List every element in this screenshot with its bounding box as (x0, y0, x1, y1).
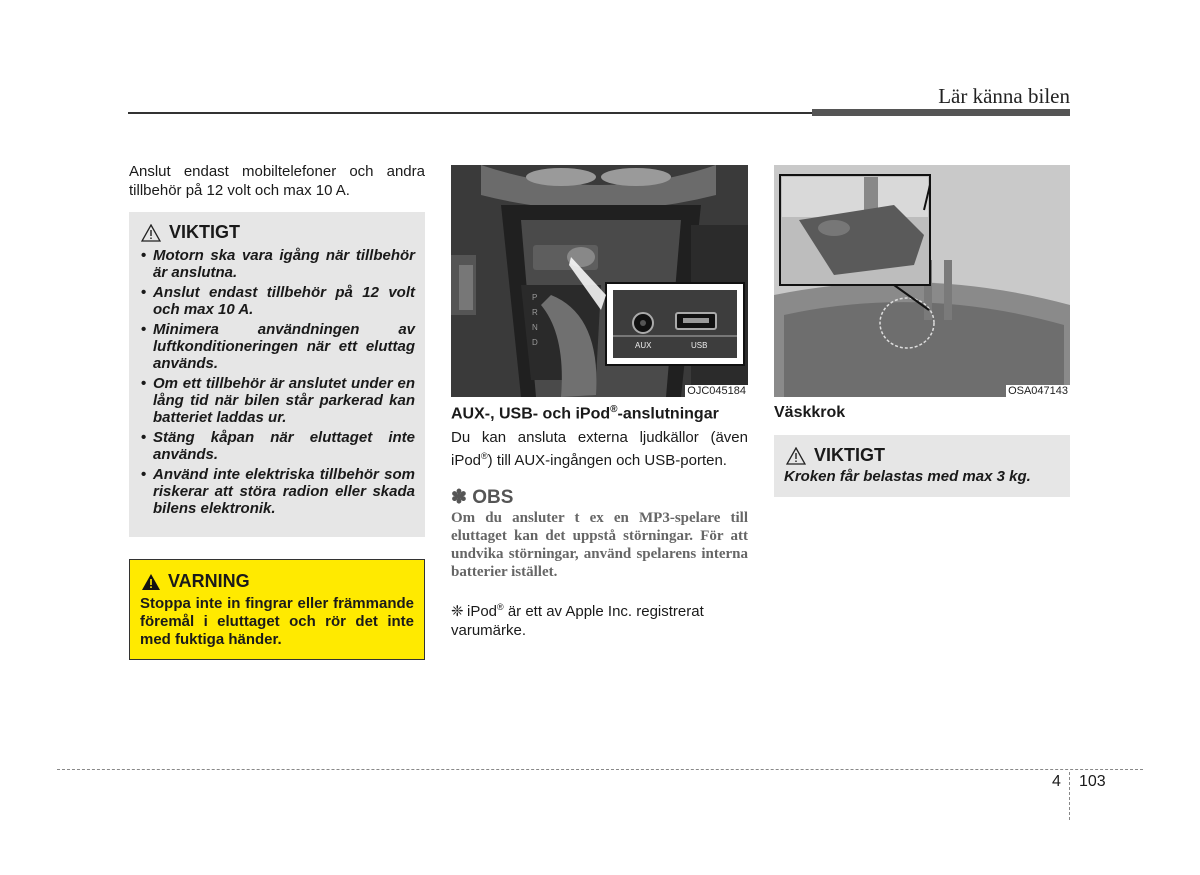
aux-usb-photo (451, 165, 748, 397)
headrest-illustration (774, 165, 1070, 397)
footer-dashed-rule (57, 769, 1143, 770)
varning-heading (141, 571, 424, 592)
caution-triangle-icon (786, 447, 806, 465)
chapter-number: 4 (1052, 773, 1061, 790)
aux-section-body: Du kan ansluta externa ljudkällor (även iPod®) till AUX-ingången och USB-porten. (451, 429, 748, 469)
note-star-icon: ❈ (451, 603, 464, 620)
obs-text: Om du ansluter t ex en MP3-spelare till eluttaget kan det uppstå störningar. För att undvika störningar, använd spelarens interna batterier istället. (451, 510, 748, 580)
gear-letter: P (532, 293, 538, 302)
page-header-title: Lär känna bilen (938, 84, 1070, 108)
viktigt-box-2 (774, 435, 1070, 497)
varning-box (129, 559, 425, 660)
console-illustration (451, 165, 748, 397)
port-label-aux: AUX (635, 341, 652, 350)
bag-hook-title: Väskkrok (774, 404, 846, 421)
header-rule-thick (812, 109, 1070, 116)
aux-section-title: AUX-, USB- och iPod®-anslutningar (451, 404, 719, 423)
gear-letter: R (532, 308, 538, 317)
header-rule-thin (128, 112, 812, 114)
gear-letter: D (532, 338, 538, 347)
list-item: • Anslut endast tillbehör på 12 volt och max 10 A. (141, 284, 415, 318)
footer-dashed-divider (1069, 772, 1070, 820)
list-item: • Minimera användningen av luftkonditioneringen när ett eluttag används. (141, 321, 415, 372)
viktigt-text-2: Kroken får belastas med max 3 kg. (784, 468, 1031, 485)
warning-triangle-icon (141, 573, 161, 591)
list-item: • Motorn ska vara igång när tillbehör är anslutna. (141, 247, 415, 281)
page-number: 103 (1079, 773, 1106, 790)
viktigt-heading-2 (786, 445, 1070, 466)
ipod-trademark-note: ❈ iPod® är ett av Apple Inc. registrerat varumärke. (451, 602, 704, 639)
photo-code: OSA047143 (1008, 385, 1068, 397)
intro-paragraph: Anslut endast mobiltelefoner och andra tillbehör på 12 volt och max 10 A. (129, 163, 425, 199)
viktigt-heading (141, 222, 425, 243)
photo-code: OJC045184 (687, 385, 746, 397)
viktigt-title: VIKTIGT (169, 222, 240, 242)
varning-title: VARNING (168, 571, 250, 591)
obs-heading: ✽ OBS (451, 487, 514, 508)
caution-triangle-icon (141, 224, 161, 242)
bag-hook-photo (774, 165, 1070, 397)
gear-letter: N (532, 323, 538, 332)
list-item: • Stäng kåpan när eluttaget inte används. (141, 429, 415, 463)
list-item: • Använd inte elektriska tillbehör som riskerar att störa radion eller skada bilens elektronik. (141, 466, 415, 517)
viktigt-list (129, 247, 425, 517)
list-item: • Om ett tillbehör är anslutet under en lång tid när bilen står parkerad kan batteriet laddas ur. (141, 375, 415, 426)
viktigt-box (129, 212, 425, 537)
viktigt-title-2: VIKTIGT (814, 445, 885, 465)
varning-text: Stoppa inte in fingrar eller främmande föremål i eluttaget och rör det inte med fuktiga händer. (140, 595, 414, 648)
port-label-usb: USB (691, 341, 708, 350)
